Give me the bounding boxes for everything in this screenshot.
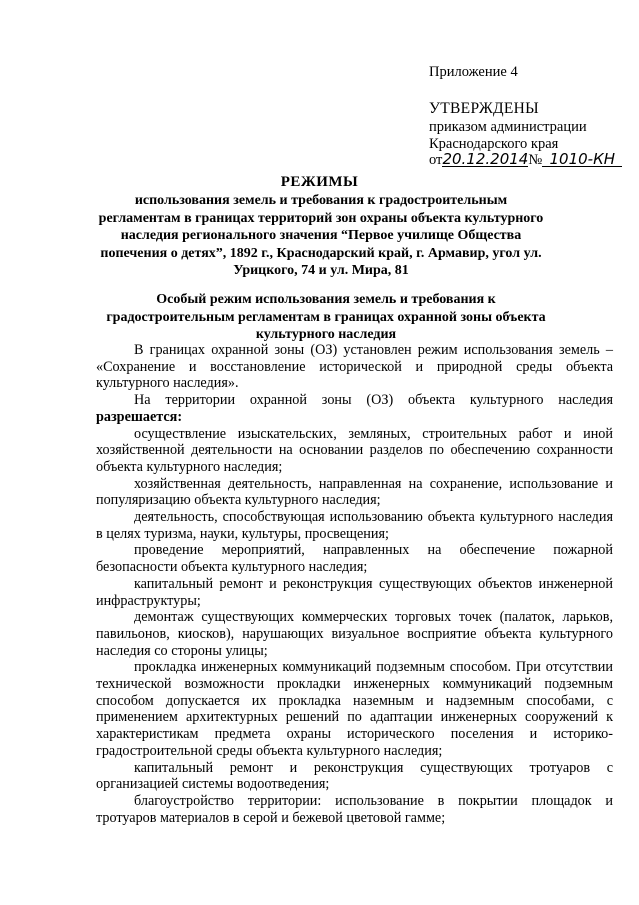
list-item: капитальный ремонт и реконструкция существующих тротуаров с организацией системы водоотведения; — [96, 759, 613, 793]
list-item: хозяйственная деятельность, направленная на сохранение, использование и популяризацию объекта культурного наследия; — [96, 475, 613, 509]
section-heading: Особый режим использования земель и требования к градостроительным регламентам в границах охранной зоны объекта культурного наследия — [106, 292, 546, 342]
list-item: капитальный ремонт и реконструкция существующих объектов инженерной инфраструктуры; — [96, 575, 613, 609]
document-body — [96, 342, 613, 826]
paragraph-text: На территории охранной зоны (ОЗ) объекта культурного наследия — [134, 392, 613, 409]
document-title: РЕЖИМЫ — [280, 174, 359, 190]
order-number-label: № — [528, 152, 543, 168]
paragraph: В границах охранной зоны (ОЗ) установлен режим использования земель – «Сохранение и восстановление исторической и природной среды объекта культурного наследия». — [96, 342, 613, 392]
order-from-label: от — [429, 152, 443, 168]
approved-label: УТВЕРЖДЕНЫ — [429, 100, 539, 117]
appendix-label: Приложение 4 — [429, 64, 518, 80]
list-item: проведение мероприятий, направленных на обеспечение пожарной безопасности объекта культурного наследия; — [96, 542, 613, 576]
list-item: демонтаж существующих коммерческих торговых точек (палаток, ларьков, павильонов, киосков), нарушающих визуальное восприятие объекта культурного наследия со стороны улицы; — [96, 609, 613, 659]
order-line-2: Краснодарского края — [429, 136, 559, 152]
order-reference — [429, 152, 622, 169]
order-date-handwritten: 20.12.2014 — [442, 150, 529, 168]
list-item: деятельность, способствующая использованию объекта культурного наследия в целях туризма, науки, культуры, просвещения; — [96, 509, 613, 542]
permitted-label: разрешается: — [96, 408, 183, 425]
list-item: прокладка инженерных коммуникаций подземным способом. При отсутствии технической возможности прокладки инженерных коммуникаций подземным способом допускается их прокладка наземным и надземным способами, с применением архитектурных решений по адаптации инженерных сооружений к характеристикам предмета охраны исторического поселения и историко-градостроительной среды объекта культурного наследия; — [96, 659, 613, 759]
document-subtitle: использования земель и требования к градостроительным регламентам в границах территорий зон охраны объекта культурного наследия регионального значения “Первое училище Общества попечения о детях”, 1892 г., Краснодарский край, г. Армавир, угол ул. Урицкого, 74 и ул. Мира, 81 — [98, 193, 544, 278]
order-line-1: приказом администрации — [429, 119, 587, 135]
paragraph — [96, 392, 613, 425]
order-number-handwritten: 1010-КН — [542, 152, 622, 167]
list-item: благоустройство территории: использование в покрытии площадок и тротуаров материалов в серой и бежевой цветовой гамме; — [96, 792, 613, 826]
list-item: осуществление изыскательских, земляных, строительных работ и иной хозяйственной деятельности на основании разделов по обеспечению сохранности объекта культурного наследия; — [96, 425, 613, 475]
